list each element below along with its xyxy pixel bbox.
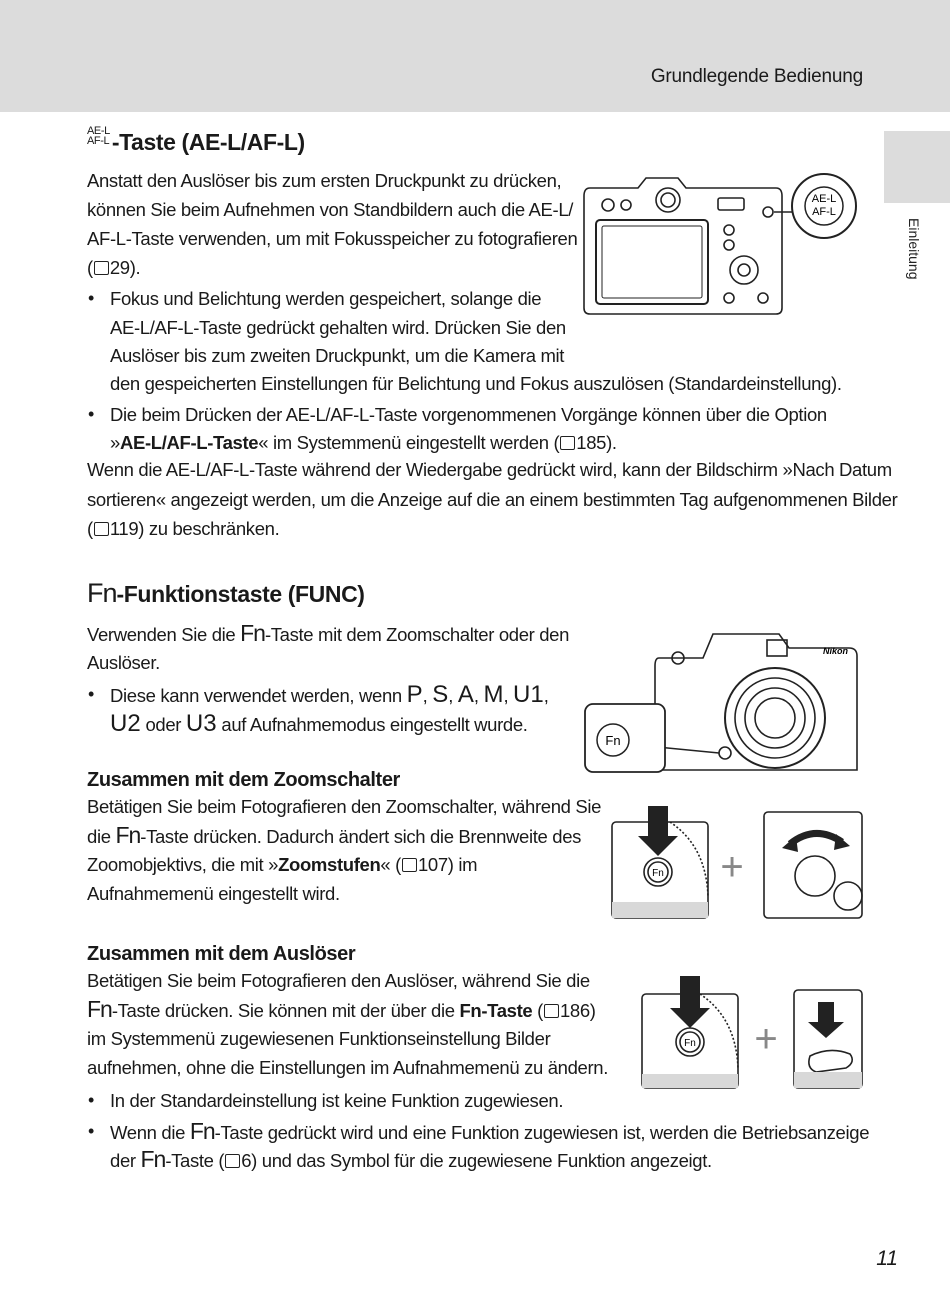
para-line: im Systemmenü zugewiesenen Funktionseinstellung Bilder bbox=[87, 1028, 551, 1049]
bullet-line: AE-L/AF-L-Taste gedrückt gehalten wird. Drücken Sie den bbox=[110, 317, 566, 338]
bullet-line: Fokus und Belichtung werden gespeichert, solange die bbox=[110, 288, 542, 309]
book-ref-icon bbox=[94, 522, 109, 536]
book-ref-icon bbox=[225, 1154, 240, 1168]
para-line: ( 29). bbox=[87, 257, 141, 278]
para-line: die Fn-Taste drücken. Dadurch ändert sich die Brennweite des bbox=[87, 822, 582, 848]
mode-p-icon: P bbox=[406, 681, 423, 708]
side-tab-label: Einleitung bbox=[906, 218, 922, 280]
callout-afl: AF-L bbox=[812, 206, 836, 218]
shutter-fn-illustration bbox=[640, 976, 865, 1092]
mode-m-icon: M bbox=[483, 681, 504, 708]
chapter-title: Grundlegende Bedienung bbox=[650, 66, 863, 87]
svg-text:+: + bbox=[720, 845, 744, 889]
side-tab bbox=[884, 131, 950, 203]
mode-u1-icon: U1 bbox=[513, 681, 544, 708]
bullet-icon: • bbox=[88, 684, 95, 704]
para-line: ( 119) zu beschränken. bbox=[87, 518, 280, 539]
subheading-shutter: Zusammen mit dem Auslöser bbox=[87, 943, 356, 965]
zoom-fn-illustration bbox=[610, 806, 865, 922]
svg-text:+: + bbox=[754, 1017, 778, 1061]
bullet-line: den gespeicherten Einstellungen für Belichtung und Fokus auszulösen (Standardeinstellung). bbox=[110, 373, 842, 394]
para-line: Fn-Taste drücken. Sie können mit der über die Fn-Taste ( 186) bbox=[87, 996, 596, 1022]
para-line: sortieren« angezeigt werden, um die Anzeige auf die an einem bestimmten Tag aufgenommenen Bilder bbox=[87, 489, 898, 510]
fn-icon: Fn bbox=[87, 996, 112, 1022]
bullet-icon: • bbox=[88, 404, 95, 424]
para-line: Wenn die AE-L/AF-L-Taste während der Wiedergabe gedrückt wird, kann der Bildschirm »Nach Datum bbox=[87, 459, 892, 480]
page-number: 11 bbox=[876, 1247, 898, 1270]
section-heading-ael: AE-L AF-L -Taste (AE-L/AF-L) bbox=[87, 125, 305, 155]
fn-icon: Fn bbox=[240, 620, 265, 646]
book-ref-icon bbox=[560, 436, 575, 450]
header-band bbox=[0, 0, 950, 112]
para-line: können Sie beim Aufnehmen von Standbildern auch die AE-L/ bbox=[87, 199, 574, 220]
fn-icon: Fn bbox=[189, 1118, 215, 1144]
para-line: Auslöser. bbox=[87, 652, 160, 673]
subheading-zoom: Zusammen mit dem Zoomschalter bbox=[87, 769, 400, 791]
mode-u3-icon: U3 bbox=[185, 710, 217, 737]
ael-afl-icon: AE-L AF-L bbox=[87, 125, 110, 147]
bullet-line: Auslöser bis zum zweiten Druckpunkt, um die Kamera mit bbox=[110, 345, 565, 366]
bullet-line: Diese kann verwendet werden, wenn P, S, A, M, U1, bbox=[110, 681, 549, 708]
bullet-icon: • bbox=[88, 1121, 95, 1141]
fn-icon: Fn bbox=[115, 822, 141, 848]
para-line: Betätigen Sie beim Fotografieren den Zoomschalter, während Sie bbox=[87, 796, 602, 817]
para-line: Aufnahmemenü eingestellt wird. bbox=[87, 883, 340, 904]
svg-text:Fn: Fn bbox=[684, 1038, 696, 1049]
bullet-line: U2 oder U3 auf Aufnahmemodus eingestellt wurde. bbox=[110, 710, 528, 737]
svg-text:Nikon: Nikon bbox=[823, 646, 849, 656]
bullet-line: Wenn die Fn-Taste gedrückt wird und eine Funktion zugewiesen ist, werden die Betriebsanzeige bbox=[110, 1118, 870, 1144]
callout-fn: Fn bbox=[605, 733, 621, 748]
para-line: AF-L-Taste verwenden, um mit Fokusspeicher zu fotografieren bbox=[87, 228, 578, 249]
fn-icon: Fn bbox=[140, 1146, 166, 1172]
mode-s-icon: S bbox=[432, 681, 449, 708]
svg-text:Fn: Fn bbox=[652, 868, 664, 879]
bullet-icon: • bbox=[88, 288, 95, 308]
bullet-line: der Fn-Taste ( 6) und das Symbol für die zugewiesene Funktion angezeigt. bbox=[110, 1146, 712, 1172]
book-ref-icon bbox=[402, 858, 417, 872]
book-ref-icon bbox=[94, 261, 109, 275]
fn-icon: Fn bbox=[87, 578, 117, 608]
bullet-line: »AE-L/AF-L-Taste« im Systemmenü eingestellt werden ( 185). bbox=[110, 432, 617, 453]
para-line: Verwenden Sie die Fn-Taste mit dem Zoomschalter oder den bbox=[87, 620, 570, 646]
para-line: Anstatt den Auslöser bis zum ersten Druckpunkt zu drücken, bbox=[87, 170, 562, 191]
mode-a-icon: A bbox=[457, 681, 474, 708]
callout-ael: AE-L bbox=[811, 193, 837, 205]
section-heading-fn: Fn-Funktionstaste (FUNC) bbox=[87, 578, 365, 608]
bullet-line: In der Standardeinstellung ist keine Funktion zugewiesen. bbox=[110, 1090, 564, 1111]
para-line: Betätigen Sie beim Fotografieren den Auslöser, während Sie die bbox=[87, 970, 590, 991]
bullet-line: Die beim Drücken der AE-L/AF-L-Taste vorgenommenen Vorgänge können über die Option bbox=[110, 404, 827, 425]
para-line: Zoomobjektivs, die mit »Zoomstufen« ( 107) im bbox=[87, 854, 478, 875]
camera-front-illustration bbox=[583, 628, 865, 774]
camera-back-illustration bbox=[578, 170, 862, 320]
bullet-icon: • bbox=[88, 1090, 95, 1110]
book-ref-icon bbox=[544, 1004, 559, 1018]
para-line: aufnehmen, ohne die Einstellungen im Aufnahmemenü zu ändern. bbox=[87, 1057, 609, 1078]
mode-u2-icon: U2 bbox=[110, 710, 141, 737]
